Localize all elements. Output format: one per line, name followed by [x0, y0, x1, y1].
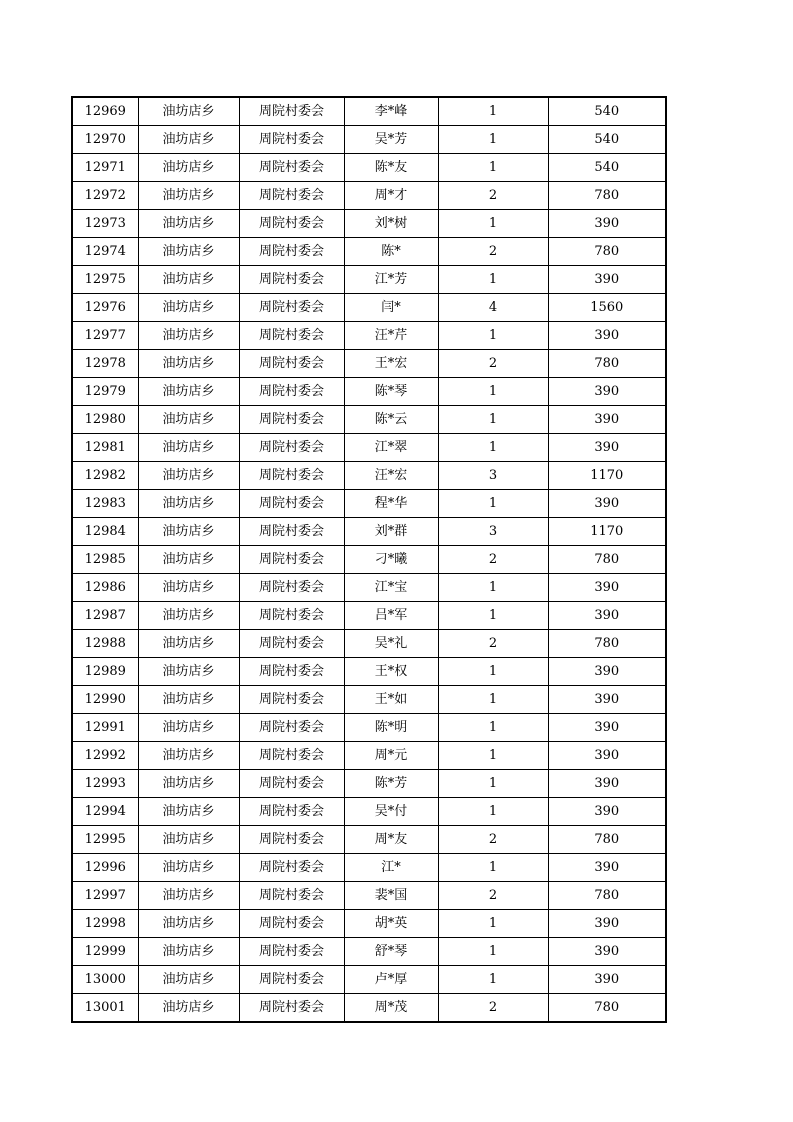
table-row [72, 322, 666, 350]
people-count-cell: 1 [438, 574, 548, 602]
people-count-cell: 1 [438, 798, 548, 826]
amount-cell: 780 [548, 182, 666, 210]
village-committee-cell: 周院村委会 [239, 266, 344, 294]
township-cell: 油坊店乡 [138, 658, 239, 686]
amount-cell: 390 [548, 490, 666, 518]
name-cell: 王*权 [344, 658, 438, 686]
people-count-cell: 1 [438, 714, 548, 742]
serial-number-cell: 12985 [72, 546, 138, 574]
table-row [72, 574, 666, 602]
township-cell: 油坊店乡 [138, 602, 239, 630]
village-committee-cell: 周院村委会 [239, 210, 344, 238]
township-cell: 油坊店乡 [138, 434, 239, 462]
amount-cell: 1170 [548, 462, 666, 490]
amount-cell: 390 [548, 770, 666, 798]
table-row [72, 350, 666, 378]
serial-number-cell: 13001 [72, 994, 138, 1023]
table-row [72, 658, 666, 686]
township-cell: 油坊店乡 [138, 406, 239, 434]
name-cell: 闫* [344, 294, 438, 322]
township-cell: 油坊店乡 [138, 994, 239, 1023]
people-count-cell: 1 [438, 602, 548, 630]
table-row [72, 378, 666, 406]
name-cell: 李*峰 [344, 97, 438, 126]
name-cell: 汪*芹 [344, 322, 438, 350]
township-cell: 油坊店乡 [138, 938, 239, 966]
village-committee-cell: 周院村委会 [239, 742, 344, 770]
subsidy-table [71, 96, 667, 1023]
serial-number-cell: 12976 [72, 294, 138, 322]
township-cell: 油坊店乡 [138, 182, 239, 210]
table-row [72, 686, 666, 714]
serial-number-cell: 12981 [72, 434, 138, 462]
people-count-cell: 1 [438, 770, 548, 798]
serial-number-cell: 12971 [72, 154, 138, 182]
amount-cell: 780 [548, 238, 666, 266]
township-cell: 油坊店乡 [138, 322, 239, 350]
township-cell: 油坊店乡 [138, 546, 239, 574]
table-row [72, 602, 666, 630]
table-row [72, 462, 666, 490]
serial-number-cell: 12984 [72, 518, 138, 546]
name-cell: 吕*军 [344, 602, 438, 630]
serial-number-cell: 12990 [72, 686, 138, 714]
document-page [71, 96, 667, 1023]
township-cell: 油坊店乡 [138, 882, 239, 910]
amount-cell: 390 [548, 798, 666, 826]
amount-cell: 390 [548, 938, 666, 966]
township-cell: 油坊店乡 [138, 378, 239, 406]
serial-number-cell: 12970 [72, 126, 138, 154]
village-committee-cell: 周院村委会 [239, 97, 344, 126]
township-cell: 油坊店乡 [138, 714, 239, 742]
serial-number-cell: 12972 [72, 182, 138, 210]
village-committee-cell: 周院村委会 [239, 574, 344, 602]
village-committee-cell: 周院村委会 [239, 826, 344, 854]
serial-number-cell: 12994 [72, 798, 138, 826]
name-cell: 舒*琴 [344, 938, 438, 966]
amount-cell: 390 [548, 658, 666, 686]
amount-cell: 390 [548, 910, 666, 938]
name-cell: 吴*礼 [344, 630, 438, 658]
amount-cell: 390 [548, 266, 666, 294]
name-cell: 江*宝 [344, 574, 438, 602]
table-row [72, 182, 666, 210]
name-cell: 王*如 [344, 686, 438, 714]
name-cell: 周*元 [344, 742, 438, 770]
village-committee-cell: 周院村委会 [239, 882, 344, 910]
township-cell: 油坊店乡 [138, 798, 239, 826]
village-committee-cell: 周院村委会 [239, 854, 344, 882]
amount-cell: 390 [548, 434, 666, 462]
serial-number-cell: 13000 [72, 966, 138, 994]
village-committee-cell: 周院村委会 [239, 546, 344, 574]
people-count-cell: 1 [438, 406, 548, 434]
serial-number-cell: 12995 [72, 826, 138, 854]
amount-cell: 390 [548, 742, 666, 770]
table-row [72, 406, 666, 434]
village-committee-cell: 周院村委会 [239, 938, 344, 966]
village-committee-cell: 周院村委会 [239, 462, 344, 490]
village-committee-cell: 周院村委会 [239, 378, 344, 406]
people-count-cell: 2 [438, 546, 548, 574]
table-row [72, 154, 666, 182]
name-cell: 吴*付 [344, 798, 438, 826]
name-cell: 刘*树 [344, 210, 438, 238]
table-row [72, 266, 666, 294]
name-cell: 吴*芳 [344, 126, 438, 154]
township-cell: 油坊店乡 [138, 910, 239, 938]
table-row [72, 546, 666, 574]
people-count-cell: 3 [438, 518, 548, 546]
township-cell: 油坊店乡 [138, 490, 239, 518]
name-cell: 江*翠 [344, 434, 438, 462]
serial-number-cell: 12987 [72, 602, 138, 630]
serial-number-cell: 12975 [72, 266, 138, 294]
people-count-cell: 1 [438, 910, 548, 938]
table-row [72, 210, 666, 238]
people-count-cell: 1 [438, 210, 548, 238]
village-committee-cell: 周院村委会 [239, 406, 344, 434]
table-body [72, 97, 666, 1022]
serial-number-cell: 12983 [72, 490, 138, 518]
table-row [72, 854, 666, 882]
table-row [72, 910, 666, 938]
amount-cell: 390 [548, 406, 666, 434]
amount-cell: 540 [548, 154, 666, 182]
serial-number-cell: 12977 [72, 322, 138, 350]
name-cell: 刘*群 [344, 518, 438, 546]
serial-number-cell: 12992 [72, 742, 138, 770]
village-committee-cell: 周院村委会 [239, 322, 344, 350]
village-committee-cell: 周院村委会 [239, 238, 344, 266]
township-cell: 油坊店乡 [138, 350, 239, 378]
name-cell: 陈* [344, 238, 438, 266]
amount-cell: 390 [548, 854, 666, 882]
serial-number-cell: 12973 [72, 210, 138, 238]
name-cell: 周*茂 [344, 994, 438, 1023]
people-count-cell: 3 [438, 462, 548, 490]
village-committee-cell: 周院村委会 [239, 182, 344, 210]
amount-cell: 390 [548, 210, 666, 238]
village-committee-cell: 周院村委会 [239, 770, 344, 798]
serial-number-cell: 12989 [72, 658, 138, 686]
people-count-cell: 2 [438, 826, 548, 854]
township-cell: 油坊店乡 [138, 126, 239, 154]
amount-cell: 1170 [548, 518, 666, 546]
table-row [72, 714, 666, 742]
township-cell: 油坊店乡 [138, 210, 239, 238]
township-cell: 油坊店乡 [138, 97, 239, 126]
township-cell: 油坊店乡 [138, 742, 239, 770]
amount-cell: 390 [548, 714, 666, 742]
people-count-cell: 1 [438, 126, 548, 154]
village-committee-cell: 周院村委会 [239, 294, 344, 322]
amount-cell: 390 [548, 602, 666, 630]
amount-cell: 390 [548, 378, 666, 406]
table-row [72, 798, 666, 826]
serial-number-cell: 12980 [72, 406, 138, 434]
table-row [72, 770, 666, 798]
table-row [72, 126, 666, 154]
people-count-cell: 1 [438, 490, 548, 518]
people-count-cell: 2 [438, 882, 548, 910]
village-committee-cell: 周院村委会 [239, 714, 344, 742]
township-cell: 油坊店乡 [138, 630, 239, 658]
table-row [72, 826, 666, 854]
people-count-cell: 4 [438, 294, 548, 322]
serial-number-cell: 12996 [72, 854, 138, 882]
name-cell: 江*芳 [344, 266, 438, 294]
name-cell: 周*才 [344, 182, 438, 210]
name-cell: 胡*英 [344, 910, 438, 938]
township-cell: 油坊店乡 [138, 770, 239, 798]
serial-number-cell: 12998 [72, 910, 138, 938]
amount-cell: 780 [548, 826, 666, 854]
people-count-cell: 1 [438, 97, 548, 126]
name-cell: 陈*芳 [344, 770, 438, 798]
village-committee-cell: 周院村委会 [239, 686, 344, 714]
people-count-cell: 1 [438, 378, 548, 406]
village-committee-cell: 周院村委会 [239, 490, 344, 518]
table-row [72, 938, 666, 966]
name-cell: 江* [344, 854, 438, 882]
serial-number-cell: 12988 [72, 630, 138, 658]
village-committee-cell: 周院村委会 [239, 126, 344, 154]
serial-number-cell: 12974 [72, 238, 138, 266]
township-cell: 油坊店乡 [138, 238, 239, 266]
serial-number-cell: 12979 [72, 378, 138, 406]
village-committee-cell: 周院村委会 [239, 434, 344, 462]
township-cell: 油坊店乡 [138, 686, 239, 714]
village-committee-cell: 周院村委会 [239, 350, 344, 378]
people-count-cell: 1 [438, 266, 548, 294]
township-cell: 油坊店乡 [138, 518, 239, 546]
serial-number-cell: 12969 [72, 97, 138, 126]
name-cell: 陈*琴 [344, 378, 438, 406]
table-row [72, 238, 666, 266]
serial-number-cell: 12999 [72, 938, 138, 966]
amount-cell: 780 [548, 882, 666, 910]
village-committee-cell: 周院村委会 [239, 154, 344, 182]
serial-number-cell: 12997 [72, 882, 138, 910]
serial-number-cell: 12982 [72, 462, 138, 490]
township-cell: 油坊店乡 [138, 574, 239, 602]
name-cell: 周*友 [344, 826, 438, 854]
people-count-cell: 1 [438, 322, 548, 350]
people-count-cell: 1 [438, 966, 548, 994]
name-cell: 陈*明 [344, 714, 438, 742]
table-row [72, 294, 666, 322]
serial-number-cell: 12993 [72, 770, 138, 798]
name-cell: 裴*国 [344, 882, 438, 910]
township-cell: 油坊店乡 [138, 266, 239, 294]
village-committee-cell: 周院村委会 [239, 630, 344, 658]
people-count-cell: 1 [438, 154, 548, 182]
amount-cell: 390 [548, 966, 666, 994]
serial-number-cell: 12991 [72, 714, 138, 742]
people-count-cell: 1 [438, 686, 548, 714]
table-row [72, 966, 666, 994]
village-committee-cell: 周院村委会 [239, 994, 344, 1023]
township-cell: 油坊店乡 [138, 966, 239, 994]
village-committee-cell: 周院村委会 [239, 966, 344, 994]
amount-cell: 780 [548, 546, 666, 574]
village-committee-cell: 周院村委会 [239, 518, 344, 546]
township-cell: 油坊店乡 [138, 854, 239, 882]
township-cell: 油坊店乡 [138, 462, 239, 490]
name-cell: 陈*友 [344, 154, 438, 182]
table-row [72, 994, 666, 1023]
table-row [72, 882, 666, 910]
name-cell: 卢*厚 [344, 966, 438, 994]
people-count-cell: 1 [438, 938, 548, 966]
people-count-cell: 2 [438, 994, 548, 1023]
people-count-cell: 2 [438, 630, 548, 658]
amount-cell: 390 [548, 574, 666, 602]
amount-cell: 390 [548, 686, 666, 714]
amount-cell: 780 [548, 350, 666, 378]
name-cell: 汪*宏 [344, 462, 438, 490]
table-row [72, 490, 666, 518]
table-row [72, 434, 666, 462]
people-count-cell: 2 [438, 182, 548, 210]
people-count-cell: 1 [438, 742, 548, 770]
village-committee-cell: 周院村委会 [239, 602, 344, 630]
name-cell: 陈*云 [344, 406, 438, 434]
people-count-cell: 2 [438, 238, 548, 266]
table-row [72, 630, 666, 658]
amount-cell: 780 [548, 630, 666, 658]
people-count-cell: 1 [438, 658, 548, 686]
serial-number-cell: 12986 [72, 574, 138, 602]
serial-number-cell: 12978 [72, 350, 138, 378]
people-count-cell: 1 [438, 434, 548, 462]
people-count-cell: 2 [438, 350, 548, 378]
village-committee-cell: 周院村委会 [239, 798, 344, 826]
amount-cell: 540 [548, 97, 666, 126]
amount-cell: 780 [548, 994, 666, 1023]
name-cell: 刁*曦 [344, 546, 438, 574]
amount-cell: 390 [548, 322, 666, 350]
table-row [72, 742, 666, 770]
village-committee-cell: 周院村委会 [239, 910, 344, 938]
village-committee-cell: 周院村委会 [239, 658, 344, 686]
table-row [72, 518, 666, 546]
name-cell: 程*华 [344, 490, 438, 518]
township-cell: 油坊店乡 [138, 826, 239, 854]
amount-cell: 1560 [548, 294, 666, 322]
table-row [72, 97, 666, 126]
township-cell: 油坊店乡 [138, 294, 239, 322]
people-count-cell: 1 [438, 854, 548, 882]
township-cell: 油坊店乡 [138, 154, 239, 182]
name-cell: 王*宏 [344, 350, 438, 378]
amount-cell: 540 [548, 126, 666, 154]
